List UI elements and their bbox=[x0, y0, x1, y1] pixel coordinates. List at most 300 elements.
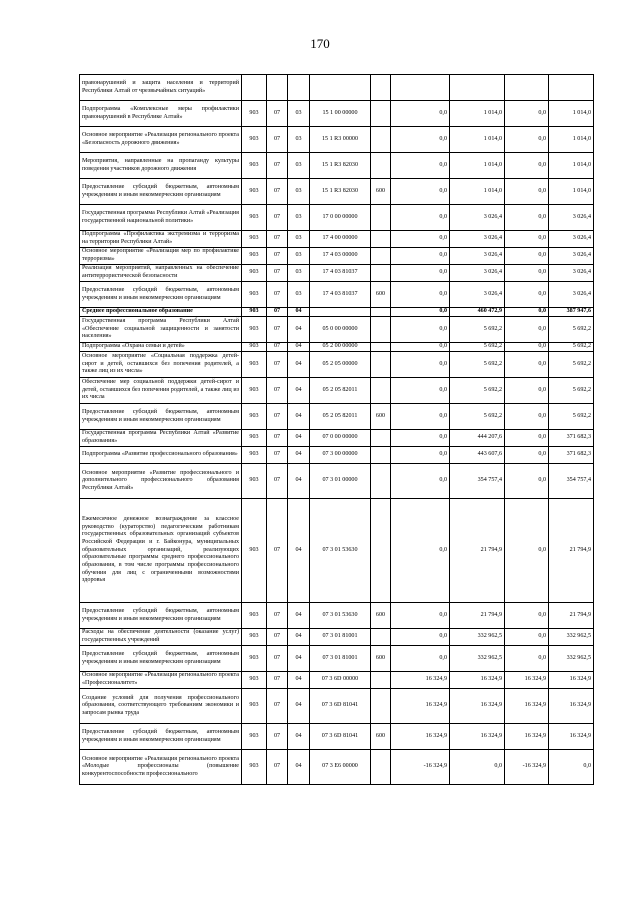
table-row bbox=[80, 265, 594, 282]
cell-amount-3: 0,0 bbox=[505, 317, 549, 343]
cell-grbs: 903 bbox=[242, 248, 267, 265]
cell-expense-type bbox=[371, 317, 391, 343]
cell-subsection: 03 bbox=[288, 282, 310, 308]
cell-subsection: 04 bbox=[288, 499, 310, 603]
cell-grbs: 903 bbox=[242, 750, 267, 785]
cell-grbs: 903 bbox=[242, 352, 267, 378]
cell-amount-2: 5 692,2 bbox=[450, 317, 505, 343]
cell-amount-2: 21 794,9 bbox=[450, 499, 505, 603]
cell-amount-1 bbox=[391, 75, 450, 101]
cell-target-article: 15 1 R3 82030 bbox=[310, 179, 371, 205]
cell-expense-type bbox=[371, 248, 391, 265]
cell-expense-type bbox=[371, 153, 391, 179]
cell-name: Расходы на обеспечение деятельности (оказание услуг) государственных учреждений bbox=[80, 629, 242, 646]
cell-section: 07 bbox=[267, 317, 288, 343]
cell-amount-4: 21 794,9 bbox=[549, 603, 594, 629]
cell-name: Подпрограмма «Комплексные меры профилактики правонарушений в Республике Алтай» bbox=[80, 101, 242, 127]
cell-amount-1: 0,0 bbox=[391, 282, 450, 308]
cell-expense-type bbox=[371, 205, 391, 231]
cell-expense-type bbox=[371, 430, 391, 447]
cell-name: Предоставление субсидий бюджетным, автономным учреждениям и иным некоммерческим организациям bbox=[80, 724, 242, 750]
cell-section: 07 bbox=[267, 179, 288, 205]
cell-target-article: 17 4 03 00000 bbox=[310, 248, 371, 265]
cell-amount-3: 0,0 bbox=[505, 282, 549, 308]
cell-amount-2: 3 026,4 bbox=[450, 248, 505, 265]
cell-target-article: 15 1 00 00000 bbox=[310, 101, 371, 127]
cell-section bbox=[267, 75, 288, 101]
cell-amount-2: 1 014,0 bbox=[450, 153, 505, 179]
cell-amount-2: 16 324,9 bbox=[450, 689, 505, 724]
cell-amount-2: 5 692,2 bbox=[450, 378, 505, 404]
cell-target-article: 07 3 01 00000 bbox=[310, 464, 371, 499]
cell-name: Предоставление субсидий бюджетным, автономным учреждениям и иным некоммерческим организациям bbox=[80, 404, 242, 430]
cell-target-article: 05 2 05 00000 bbox=[310, 352, 371, 378]
cell-amount-3: 0,0 bbox=[505, 343, 549, 352]
cell-name: Предоставление субсидий бюджетным, автономным учреждениям и иным некоммерческим организациям bbox=[80, 282, 242, 308]
cell-name: Основное мероприятие «Реализация регионального проекта «Профессионалитет» bbox=[80, 672, 242, 689]
cell-amount-2: 332 962,5 bbox=[450, 646, 505, 672]
cell-amount-1: 16 324,9 bbox=[391, 672, 450, 689]
cell-grbs: 903 bbox=[242, 179, 267, 205]
table-row bbox=[80, 352, 594, 378]
cell-section: 07 bbox=[267, 153, 288, 179]
page-number: 170 bbox=[310, 36, 330, 51]
cell-target-article: 07 3 01 53630 bbox=[310, 499, 371, 603]
cell-amount-4: 16 324,9 bbox=[549, 724, 594, 750]
cell-subsection: 04 bbox=[288, 672, 310, 689]
cell-amount-3: 0,0 bbox=[505, 447, 549, 464]
cell-amount-1: 0,0 bbox=[391, 447, 450, 464]
cell-target-article: 15 1 R3 00000 bbox=[310, 127, 371, 153]
cell-amount-4: 5 692,2 bbox=[549, 317, 594, 343]
cell-amount-2: 3 026,4 bbox=[450, 265, 505, 282]
cell-amount-2: 1 014,0 bbox=[450, 101, 505, 127]
cell-amount-1: 0,0 bbox=[391, 153, 450, 179]
cell-amount-1: 0,0 bbox=[391, 378, 450, 404]
cell-amount-4: 5 692,2 bbox=[549, 343, 594, 352]
cell-grbs: 903 bbox=[242, 127, 267, 153]
cell-amount-4: 3 026,4 bbox=[549, 265, 594, 282]
cell-amount-1: 0,0 bbox=[391, 231, 450, 248]
cell-target-article bbox=[310, 75, 371, 101]
cell-grbs: 903 bbox=[242, 629, 267, 646]
cell-subsection: 03 bbox=[288, 153, 310, 179]
cell-amount-4: 332 962,5 bbox=[549, 646, 594, 672]
cell-amount-4: 3 026,4 bbox=[549, 282, 594, 308]
cell-amount-4: 371 682,3 bbox=[549, 447, 594, 464]
cell-section: 07 bbox=[267, 231, 288, 248]
cell-amount-3: 16 324,9 bbox=[505, 672, 549, 689]
cell-name: Государственная программа Республики Алтай «Развитие образования» bbox=[80, 430, 242, 447]
cell-subsection: 04 bbox=[288, 724, 310, 750]
cell-grbs: 903 bbox=[242, 205, 267, 231]
cell-grbs: 903 bbox=[242, 464, 267, 499]
cell-section: 07 bbox=[267, 447, 288, 464]
cell-amount-1: 0,0 bbox=[391, 205, 450, 231]
cell-amount-3: 0,0 bbox=[505, 205, 549, 231]
cell-amount-4: 354 757,4 bbox=[549, 464, 594, 499]
cell-grbs: 903 bbox=[242, 282, 267, 308]
cell-section: 07 bbox=[267, 750, 288, 785]
cell-amount-2: 444 207,6 bbox=[450, 430, 505, 447]
cell-amount-1: 0,0 bbox=[391, 646, 450, 672]
cell-expense-type bbox=[371, 378, 391, 404]
cell-amount-3: 0,0 bbox=[505, 629, 549, 646]
cell-amount-4: 3 026,4 bbox=[549, 231, 594, 248]
cell-name: правонарушений и защита населения и территорий Республики Алтай от чрезвычайных ситуаций» bbox=[80, 75, 242, 101]
cell-amount-4: 387 947,6 bbox=[549, 308, 594, 317]
cell-amount-2: 0,0 bbox=[450, 750, 505, 785]
cell-amount-3: 0,0 bbox=[505, 179, 549, 205]
cell-subsection: 04 bbox=[288, 464, 310, 499]
cell-subsection: 03 bbox=[288, 265, 310, 282]
cell-target-article: 07 3 6D 81041 bbox=[310, 724, 371, 750]
table-row bbox=[80, 378, 594, 404]
cell-grbs: 903 bbox=[242, 689, 267, 724]
cell-amount-1: 16 324,9 bbox=[391, 689, 450, 724]
cell-amount-1: 0,0 bbox=[391, 308, 450, 317]
table-row bbox=[80, 75, 594, 101]
cell-expense-type bbox=[371, 101, 391, 127]
cell-target-article: 05 2 00 00000 bbox=[310, 343, 371, 352]
cell-amount-1: 0,0 bbox=[391, 101, 450, 127]
cell-grbs: 903 bbox=[242, 153, 267, 179]
cell-expense-type bbox=[371, 308, 391, 317]
cell-name: Подпрограмма «Развитие профессионального образования» bbox=[80, 447, 242, 464]
cell-expense-type bbox=[371, 75, 391, 101]
cell-section: 07 bbox=[267, 430, 288, 447]
cell-grbs: 903 bbox=[242, 231, 267, 248]
cell-amount-2: 1 014,0 bbox=[450, 179, 505, 205]
cell-section: 07 bbox=[267, 672, 288, 689]
cell-section: 07 bbox=[267, 127, 288, 153]
cell-amount-2: 3 026,4 bbox=[450, 205, 505, 231]
cell-amount-1: 0,0 bbox=[391, 464, 450, 499]
cell-subsection: 04 bbox=[288, 352, 310, 378]
cell-amount-4: 1 014,0 bbox=[549, 179, 594, 205]
cell-section: 07 bbox=[267, 724, 288, 750]
cell-section: 07 bbox=[267, 352, 288, 378]
cell-target-article: 05 0 00 00000 bbox=[310, 317, 371, 343]
cell-amount-2: 332 962,5 bbox=[450, 629, 505, 646]
cell-section: 07 bbox=[267, 689, 288, 724]
cell-amount-3: 0,0 bbox=[505, 265, 549, 282]
cell-amount-1: 0,0 bbox=[391, 499, 450, 603]
cell-subsection: 04 bbox=[288, 629, 310, 646]
cell-section: 07 bbox=[267, 248, 288, 265]
cell-amount-2: 21 794,9 bbox=[450, 603, 505, 629]
cell-expense-type: 600 bbox=[371, 282, 391, 308]
cell-amount-2: 5 692,2 bbox=[450, 343, 505, 352]
table-row bbox=[80, 629, 594, 646]
cell-amount-4: 332 962,5 bbox=[549, 629, 594, 646]
cell-grbs: 903 bbox=[242, 603, 267, 629]
cell-amount-4: 5 692,2 bbox=[549, 352, 594, 378]
cell-amount-3: 0,0 bbox=[505, 308, 549, 317]
cell-subsection: 03 bbox=[288, 179, 310, 205]
cell-amount-1: 0,0 bbox=[391, 179, 450, 205]
cell-amount-2 bbox=[450, 75, 505, 101]
table-row bbox=[80, 672, 594, 689]
cell-subsection: 04 bbox=[288, 603, 310, 629]
cell-target-article: 07 3 01 53630 bbox=[310, 603, 371, 629]
cell-amount-4: 3 026,4 bbox=[549, 248, 594, 265]
cell-expense-type bbox=[371, 352, 391, 378]
cell-expense-type bbox=[371, 231, 391, 248]
cell-target-article: 17 4 03 81037 bbox=[310, 265, 371, 282]
cell-grbs: 903 bbox=[242, 646, 267, 672]
cell-amount-4: 21 794,9 bbox=[549, 499, 594, 603]
cell-expense-type bbox=[371, 499, 391, 603]
cell-amount-4: 5 692,2 bbox=[549, 378, 594, 404]
cell-name: Обеспечение мер социальной поддержки детей-сирот и детей, оставшихся без попечения родителей, а также лиц из их числа bbox=[80, 378, 242, 404]
budget-table bbox=[79, 74, 594, 785]
cell-subsection: 03 bbox=[288, 248, 310, 265]
table-row bbox=[80, 430, 594, 447]
table-row bbox=[80, 750, 594, 785]
cell-subsection: 03 bbox=[288, 205, 310, 231]
cell-subsection: 04 bbox=[288, 447, 310, 464]
table-row bbox=[80, 231, 594, 248]
cell-amount-3: 16 324,9 bbox=[505, 689, 549, 724]
cell-amount-3: 16 324,9 bbox=[505, 724, 549, 750]
cell-expense-type bbox=[371, 689, 391, 724]
cell-name: Создание условий для получения профессионального образования, соответствующего требованиям экономики и запросам рынка труда bbox=[80, 689, 242, 724]
cell-expense-type bbox=[371, 265, 391, 282]
cell-grbs: 903 bbox=[242, 101, 267, 127]
cell-expense-type bbox=[371, 672, 391, 689]
cell-target-article: 07 3 6D 81041 bbox=[310, 689, 371, 724]
cell-amount-4: 5 692,2 bbox=[549, 404, 594, 430]
cell-amount-4: 3 026,4 bbox=[549, 205, 594, 231]
cell-target-article: 05 2 05 82011 bbox=[310, 404, 371, 430]
cell-amount-4: 1 014,0 bbox=[549, 153, 594, 179]
table-row bbox=[80, 464, 594, 499]
cell-expense-type: 600 bbox=[371, 179, 391, 205]
table-row bbox=[80, 101, 594, 127]
cell-amount-2: 16 324,9 bbox=[450, 672, 505, 689]
cell-grbs: 903 bbox=[242, 447, 267, 464]
table-row bbox=[80, 499, 594, 603]
cell-name: Реализация мероприятий, направленных на обеспечение антитеррористической безопасности bbox=[80, 265, 242, 282]
cell-target-article: 17 0 00 00000 bbox=[310, 205, 371, 231]
cell-amount-3: 0,0 bbox=[505, 101, 549, 127]
cell-subsection: 04 bbox=[288, 689, 310, 724]
cell-expense-type: 600 bbox=[371, 603, 391, 629]
cell-amount-1: 0,0 bbox=[391, 430, 450, 447]
cell-amount-3: 0,0 bbox=[505, 499, 549, 603]
cell-section: 07 bbox=[267, 646, 288, 672]
cell-name: Предоставление субсидий бюджетным, автономным учреждениям и иным некоммерческим организациям bbox=[80, 179, 242, 205]
table-row bbox=[80, 689, 594, 724]
cell-target-article: 05 2 05 82011 bbox=[310, 378, 371, 404]
cell-amount-1: 0,0 bbox=[391, 352, 450, 378]
table-row bbox=[80, 404, 594, 430]
cell-section: 07 bbox=[267, 343, 288, 352]
cell-amount-3: 0,0 bbox=[505, 378, 549, 404]
cell-expense-type bbox=[371, 343, 391, 352]
cell-subsection: 04 bbox=[288, 404, 310, 430]
table-row bbox=[80, 179, 594, 205]
cell-section: 07 bbox=[267, 629, 288, 646]
cell-name: Подпрограмма «Охрана семьи и детей» bbox=[80, 343, 242, 352]
cell-amount-2: 443 607,6 bbox=[450, 447, 505, 464]
cell-amount-2: 5 692,2 bbox=[450, 404, 505, 430]
cell-name: Основное мероприятие «Социальная поддержка детей-сирот и детей, оставшихся без попечения родителей, а также лиц из их числа» bbox=[80, 352, 242, 378]
cell-name: Ежемесячное денежное вознаграждение за классное руководство (кураторство) педагогическим работникам государственных образовательных организаций субъектов Российской Федерации и г. Байконура, муниципальных образовательных организаций, реализующих образовательные программы среднего профессионального образования, в том числе программы профессионального обучения для лиц с ограниченными возможностями здоровья bbox=[80, 499, 242, 603]
cell-amount-4: 16 324,9 bbox=[549, 672, 594, 689]
cell-subsection: 04 bbox=[288, 378, 310, 404]
cell-section: 07 bbox=[267, 499, 288, 603]
cell-grbs bbox=[242, 75, 267, 101]
cell-grbs: 903 bbox=[242, 317, 267, 343]
cell-name: Основное мероприятие «Реализация мер по профилактике терроризма» bbox=[80, 248, 242, 265]
table-row bbox=[80, 205, 594, 231]
cell-amount-3: 0,0 bbox=[505, 352, 549, 378]
cell-amount-2: 1 014,0 bbox=[450, 127, 505, 153]
cell-amount-3: -16 324,9 bbox=[505, 750, 549, 785]
cell-amount-3: 0,0 bbox=[505, 153, 549, 179]
cell-expense-type bbox=[371, 750, 391, 785]
cell-target-article: 17 4 00 00000 bbox=[310, 231, 371, 248]
cell-subsection: 04 bbox=[288, 750, 310, 785]
cell-grbs: 903 bbox=[242, 404, 267, 430]
cell-section: 07 bbox=[267, 603, 288, 629]
cell-amount-4: 1 014,0 bbox=[549, 127, 594, 153]
cell-grbs: 903 bbox=[242, 308, 267, 317]
cell-amount-1: 0,0 bbox=[391, 629, 450, 646]
cell-section: 07 bbox=[267, 282, 288, 308]
cell-target-article: 07 3 6D 00000 bbox=[310, 672, 371, 689]
cell-name: Мероприятия, направленные на пропаганду культуры поведения участников дорожного движения bbox=[80, 153, 242, 179]
cell-subsection: 04 bbox=[288, 308, 310, 317]
cell-target-article: 15 1 R3 82030 bbox=[310, 153, 371, 179]
cell-subsection: 04 bbox=[288, 646, 310, 672]
table-row bbox=[80, 153, 594, 179]
table-body bbox=[80, 75, 594, 785]
cell-amount-2: 5 692,2 bbox=[450, 352, 505, 378]
cell-amount-1: -16 324,9 bbox=[391, 750, 450, 785]
cell-subsection: 03 bbox=[288, 127, 310, 153]
cell-amount-3: 0,0 bbox=[505, 127, 549, 153]
cell-expense-type bbox=[371, 629, 391, 646]
table-row bbox=[80, 646, 594, 672]
table-row bbox=[80, 248, 594, 265]
cell-subsection: 04 bbox=[288, 430, 310, 447]
cell-subsection: 04 bbox=[288, 317, 310, 343]
cell-amount-3: 0,0 bbox=[505, 464, 549, 499]
cell-amount-4: 0,0 bbox=[549, 750, 594, 785]
cell-grbs: 903 bbox=[242, 499, 267, 603]
table-row bbox=[80, 282, 594, 308]
cell-target-article: 07 3 E6 00000 bbox=[310, 750, 371, 785]
cell-subsection bbox=[288, 75, 310, 101]
cell-target-article: 17 4 03 81037 bbox=[310, 282, 371, 308]
cell-subsection: 03 bbox=[288, 231, 310, 248]
cell-amount-2: 16 324,9 bbox=[450, 724, 505, 750]
cell-section: 07 bbox=[267, 205, 288, 231]
cell-subsection: 04 bbox=[288, 343, 310, 352]
cell-grbs: 903 bbox=[242, 724, 267, 750]
cell-expense-type: 600 bbox=[371, 646, 391, 672]
cell-expense-type bbox=[371, 447, 391, 464]
table-row bbox=[80, 127, 594, 153]
cell-amount-3 bbox=[505, 75, 549, 101]
cell-grbs: 903 bbox=[242, 672, 267, 689]
cell-amount-1: 0,0 bbox=[391, 404, 450, 430]
cell-name: Основное мероприятие «Развитие профессионального и дополнительного профессионального образования Республики Алтай» bbox=[80, 464, 242, 499]
cell-grbs: 903 bbox=[242, 378, 267, 404]
cell-grbs: 903 bbox=[242, 430, 267, 447]
cell-name: Государственная программа Республики Алтай «Реализация государственной национальной политики» bbox=[80, 205, 242, 231]
cell-amount-1: 0,0 bbox=[391, 603, 450, 629]
cell-amount-4: 16 324,9 bbox=[549, 689, 594, 724]
cell-amount-1: 16 324,9 bbox=[391, 724, 450, 750]
cell-section: 07 bbox=[267, 265, 288, 282]
cell-expense-type: 600 bbox=[371, 724, 391, 750]
cell-amount-1: 0,0 bbox=[391, 127, 450, 153]
table-row bbox=[80, 343, 594, 352]
cell-section: 07 bbox=[267, 404, 288, 430]
cell-amount-3: 0,0 bbox=[505, 404, 549, 430]
cell-grbs: 903 bbox=[242, 343, 267, 352]
cell-amount-3: 0,0 bbox=[505, 231, 549, 248]
cell-target-article bbox=[310, 308, 371, 317]
cell-amount-1: 0,0 bbox=[391, 317, 450, 343]
cell-amount-4: 371 682,3 bbox=[549, 430, 594, 447]
table-row bbox=[80, 447, 594, 464]
table-row bbox=[80, 308, 594, 317]
cell-expense-type: 600 bbox=[371, 404, 391, 430]
table-row bbox=[80, 317, 594, 343]
cell-target-article: 07 3 00 00000 bbox=[310, 447, 371, 464]
table-row bbox=[80, 603, 594, 629]
cell-expense-type bbox=[371, 127, 391, 153]
cell-amount-4: 1 014,0 bbox=[549, 101, 594, 127]
cell-amount-1: 0,0 bbox=[391, 265, 450, 282]
cell-name: Основное мероприятие «Реализация регионального проекта «Безопасность дорожного движения» bbox=[80, 127, 242, 153]
cell-amount-2: 354 757,4 bbox=[450, 464, 505, 499]
cell-amount-2: 3 026,4 bbox=[450, 282, 505, 308]
cell-amount-3: 0,0 bbox=[505, 646, 549, 672]
cell-name: Государственная программа Республики Алтай «Обеспечение социальной защищенности и занятости населения» bbox=[80, 317, 242, 343]
cell-amount-2: 460 472,9 bbox=[450, 308, 505, 317]
cell-subsection: 03 bbox=[288, 101, 310, 127]
cell-expense-type bbox=[371, 464, 391, 499]
cell-name: Основное мероприятие «Реализация регионального проекта «Молодые профессионалы (повышение конкурентоспособности профессионального bbox=[80, 750, 242, 785]
cell-target-article: 07 3 01 81001 bbox=[310, 646, 371, 672]
cell-section: 07 bbox=[267, 101, 288, 127]
table-row bbox=[80, 724, 594, 750]
cell-name: Среднее профессиональное образование bbox=[80, 308, 242, 317]
cell-section: 07 bbox=[267, 308, 288, 317]
cell-amount-3: 0,0 bbox=[505, 603, 549, 629]
cell-amount-2: 3 026,4 bbox=[450, 231, 505, 248]
cell-section: 07 bbox=[267, 378, 288, 404]
cell-target-article: 07 3 01 81001 bbox=[310, 629, 371, 646]
cell-amount-1: 0,0 bbox=[391, 248, 450, 265]
cell-amount-3: 0,0 bbox=[505, 430, 549, 447]
cell-amount-4 bbox=[549, 75, 594, 101]
cell-name: Предоставление субсидий бюджетным, автономным учреждениям и иным некоммерческим организациям bbox=[80, 603, 242, 629]
cell-section: 07 bbox=[267, 464, 288, 499]
cell-amount-3: 0,0 bbox=[505, 248, 549, 265]
cell-grbs: 903 bbox=[242, 265, 267, 282]
cell-name: Подпрограмма «Профилактика экстремизма и терроризма на территории Республики Алтай» bbox=[80, 231, 242, 248]
cell-target-article: 07 0 00 00000 bbox=[310, 430, 371, 447]
cell-amount-1: 0,0 bbox=[391, 343, 450, 352]
cell-name: Предоставление субсидий бюджетным, автономным учреждениям и иным некоммерческим организациям bbox=[80, 646, 242, 672]
